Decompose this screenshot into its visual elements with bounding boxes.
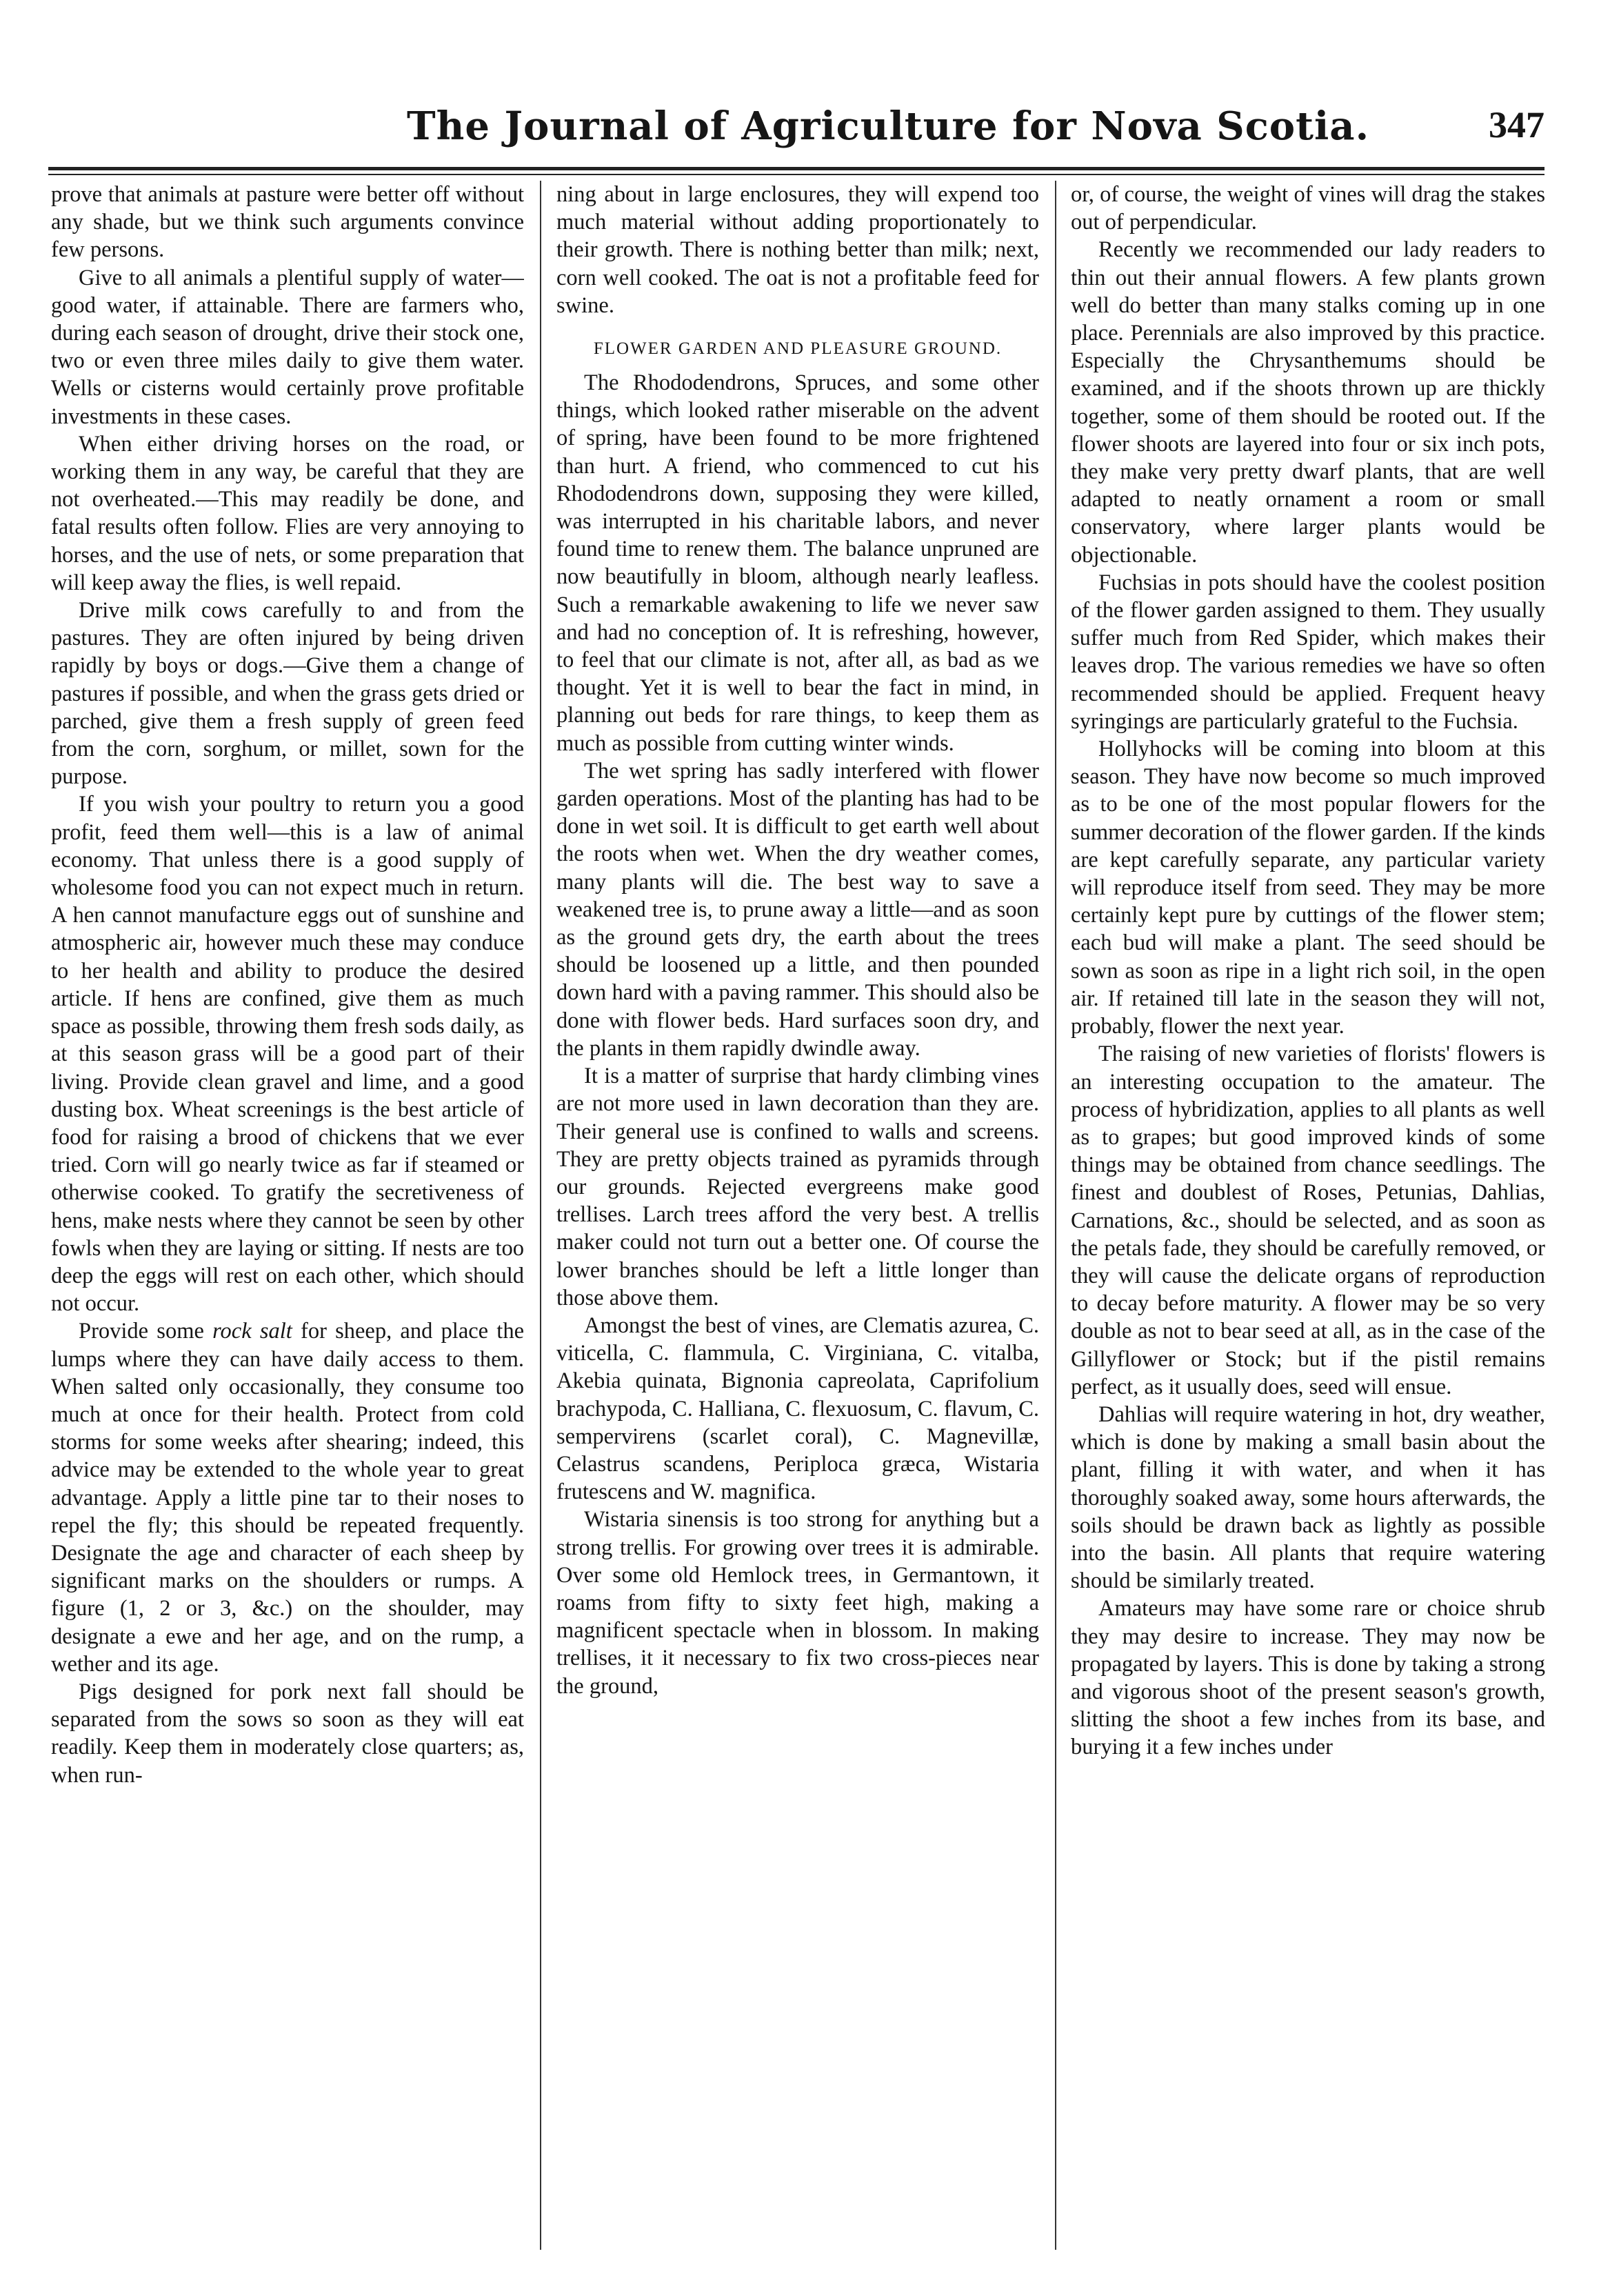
sheep-text-start: Provide some — [79, 1319, 213, 1344]
paragraph-horses: When either driving horses on the road, or working them in any way, be careful that they are not overheated.—This may readily be done, and fatal results often follow. Flies are very annoying to horses, and the use of nets, or some preparation that will keep away the flies, is well repaid. — [51, 431, 524, 595]
paragraph-hollyhocks: Hollyhocks will be coming into bloom at this season. They have now become so much improved as to be one of the most popular flowers for the summer decoration of the flower garden. If the kinds are kept carefully separate, any particular variety will reproduce itself from seed. They may be more certainly kept pure by cuttings of the flower stem; each bud will make a plant. The seed should be sown as soon as ripe in a light rich soil, in the open air. If retained till late in the season they will not, probably, flower the next year. — [1071, 737, 1545, 1039]
paragraph-vines-weight: or, of course, the weight of vines will drag the stakes out of perpendicular. — [1071, 182, 1545, 235]
column-divider-2 — [1055, 181, 1056, 2250]
paragraph-dahlias: Dahlias will require watering in hot, dry weather, which is done by making a small basin about the plant, filling it with water, and when it has thoroughly soaked away, some hours afterwards, the soils should be drawn back as lightly as possible into the basin. All plants that require watering should be similarly treated. — [1071, 1401, 1545, 1594]
rock-salt-emphasis: rock salt — [212, 1319, 292, 1344]
column-divider-1 — [540, 181, 541, 2250]
paragraph-rhododendrons: The Rhododendrons, Spruces, and some other things, which looked rather miserable on the advent of spring, have been found to be more frightened than hurt. A friend, who commenced to cut his Rhododendrons down, supposing they were killed, was interrupted in his charitable labors, and never found time to renew them. The balance unpruned are now beautifully in bloom, although nearly leafless. Such a remarkable awakening to life we never saw and had no conception of. It is refreshing, however, to feel that our climate is not, after all, as bad as we thought. Yet it is well to bear the fact in mind, in planning out beds for rare things, to keep them as much as possible from cutting winter winds. — [556, 370, 1039, 756]
sheep-text-rest: for sheep, and place the lumps where they can have daily access to them. When salted only occasionally, they consume too much at once for their health. Protect from cold storms for some weeks after shearing; indeed, this advice may be extended to the whole year to great advantage. Apply a little pine tar to their noses to repel the fly; this should be repeated frequently. Designate the age and character of each sheep by significant marks on the shoulders or rumps. A figure (1, 2 or 3, &c.) on the shoulder, may designate a ewe and her age, and on the rump, a wether and its age. — [51, 1319, 524, 1677]
paragraph-thin-flowers: Recently we recommended our lady readers to thin out their annual flowers. A few plants grown well do better than many stalks coming up in one place. Perennials are also improved by this practice. Especially the Chrysanthemums should be examined, and if the shoots thrown up are thickly together, some of them should be rooted out. If the flower shoots are layered into four or six inch pots, they make very pretty dwarf plants, that are well adapted to neatly ornament a room or small conservatory, where larger plants would be objectionable. — [1071, 237, 1545, 568]
paragraph-fuchsias: Fuchsias in pots should have the coolest position of the flower garden assigned to them. They usually suffer much from Red Spider, which makes their leaves drop. The various remedies we have so often recommended should be applied. Frequent heavy syringings are particularly grateful to the Fuchsia. — [1071, 570, 1545, 734]
page-number: 347 — [1489, 104, 1544, 146]
page-header — [48, 103, 1544, 166]
header-rule-thin — [48, 174, 1544, 175]
section-heading-flower-garden: FLOWER GARDEN AND PLEASURE GROUND. — [593, 339, 1003, 359]
paragraph-climbing-vines: It is a matter of surprise that hardy climbing vines are not more used in lawn decoration than they are. Their general use is confined to walls and screens. They are pretty objects trained as pyramids through our grounds. Rejected evergreens make good trellises. Larch trees afford the very best. A trellis maker could not turn out a better one. Of course the lower branches should be left a little longer than those above them. — [556, 1064, 1039, 1310]
header-rule-thick — [48, 167, 1544, 170]
paragraph-sheep — [51, 1317, 524, 1678]
running-title: The Journal of Agriculture for Nova Scotia. — [407, 103, 1370, 149]
column-2 — [556, 181, 1039, 2257]
paragraph-shade: prove that animals at pasture were better off without any shade, but we think such arguments convince few persons. — [51, 182, 524, 263]
column-1 — [51, 181, 524, 2257]
paragraph-layers: Amateurs may have some rare or choice shrub they may desire to increase. They may now be propagated by layers. This is done by taking a strong and vigorous shoot of the present season's growth, slitting the shoot a few inches from its base, and burying it a few inches under — [1071, 1596, 1545, 1760]
paragraph-milk-cows: Drive milk cows carefully to and from the pastures. They are often injured by being driven rapidly by boys or dogs.—Give them a change of pastures if possible, and when the grass gets dried or parched, give them a fresh supply of green feed from the corn, sorghum, or millet, sown for the purpose. — [51, 598, 524, 790]
paragraph-new-varieties: The raising of new varieties of florists' flowers is an interesting occupation to the amateur. The process of hybridization, applies to all plants as well as to grapes; but good improved kinds of some things may be obtained from chance seedlings. The finest and doublest of Roses, Petunias, Dahlias, Carnations, &c., should be selected, and as soon as the petals fade, they should be carefully removed, or they will cause the delicate organs of reproduction to decay before maturity. A flower may be so very double as not to bear seed at all, as in the case of the Gillyflower or Stock; but if the pistil remains perfect, as it usually does, seed will ensue. — [1071, 1041, 1545, 1399]
paragraph-swine: ning about in large enclosures, they will expend too much material without adding proportionately to their growth. There is nothing better than milk; next, corn well cooked. The oat is not a profitable feed for swine. — [556, 182, 1039, 318]
paragraph-wistaria: Wistaria sinensis is too strong for anything but a strong trellis. For growing over trees it is admirable. Over some old Hemlock trees, in Germantown, it roams from fifty to sixty feet high, making a magnificent spectacle when in blossom. In making trellises, it it necessary to fix two cross-pieces near the ground, — [556, 1507, 1039, 1699]
paragraph-best-vines: Amongst the best of vines, are Clematis azurea, C. viticella, C. flammula, C. Virginiana, C. vitalba, Akebia quinata, Bignonia capreolata, Caprifolium brachypoda, C. Halliana, C. flexuosum, C. flavum, C. sempervirens (scarlet coral), C. Magnevillæ, Celastrus scandens, Periploca græca, Wistaria frutescens and W. magnifica. — [556, 1312, 1039, 1505]
paragraph-water: Give to all animals a plentiful supply of water—good water, if attainable. There are farmers who, during each season of drought, drive their stock one, two or even three miles daily to give them water. Wells or cisterns would certainly prove profitable investments in these cases. — [51, 265, 524, 429]
paragraph-wet-spring: The wet spring has sadly interfered with flower garden operations. Most of the planting has had to be done in wet soil. It is difficult to get earth well about the roots when wet. When the dry weather comes, many plants will die. The best way to save a weakened tree is, to prune away a little—and as soon as the ground gets dry, the earth about the trees should be loosened up a little, and then pounded down hard with a paving rammer. This should also be done with flower beds. Hard surfaces soon dry, and the plants in them rapidly dwindle away. — [556, 758, 1039, 1061]
paragraph-pigs: Pigs designed for pork next fall should be separated from the sows so soon as they will eat readily. Keep them in moderately close quarters; as, when run- — [51, 1679, 524, 1788]
column-3 — [1071, 181, 1545, 2257]
paragraph-poultry: If you wish your poultry to return you a good profit, feed them well—this is a law of animal economy. That unless there is a good supply of wholesome food you can not expect much in return. A hen cannot manufacture eggs out of sunshine and atmospheric air, however much these may conduce to her health and ability to produce the desired article. If hens are confined, give them as much space as possible, throwing them fresh sods daily, as at this season grass will be a good part of their living. Provide clean gravel and lime, and a good dusting box. Wheat screenings is the best article of food for raising a brood of chickens that we ever tried. Corn will go nearly twice as far if steamed or otherwise cooked. To gratify the secretiveness of hens, make nests where they cannot be seen by other fowls when they are laying or sitting. If nests are too deep the eggs will rest on each other, which should not occur. — [51, 792, 524, 1317]
